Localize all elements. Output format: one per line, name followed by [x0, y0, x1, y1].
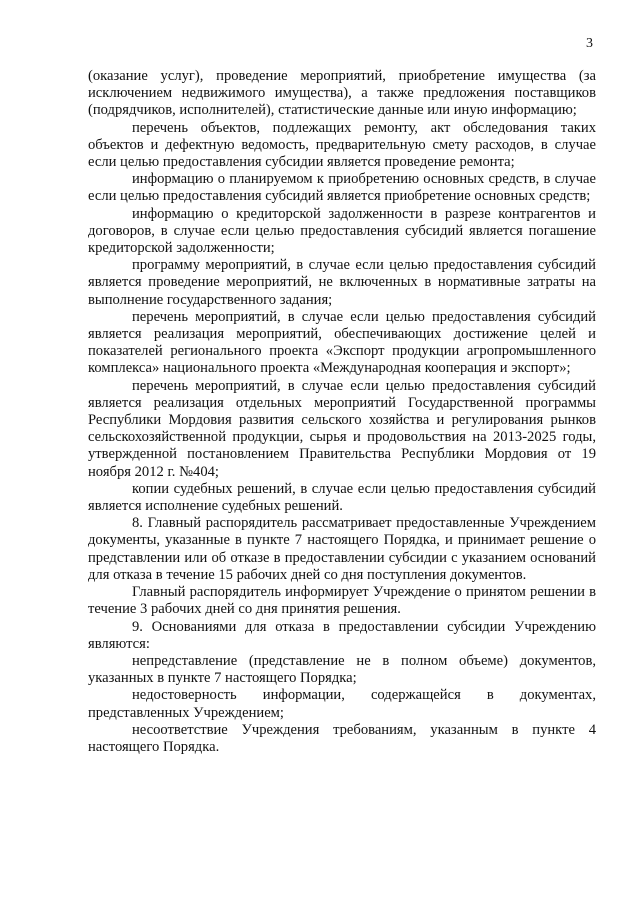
paragraph: недостоверность информации, содержащейся в документах, представленных Учреждением; — [88, 687, 596, 721]
paragraph: программу мероприятий, в случае если целью предоставления субсидий является проведение мероприятий, не включенных в нормативные затраты на выполнение государственного задания; — [88, 257, 596, 308]
paragraph: непредставление (представление не в полном объеме) документов, указанных в пункте 7 настоящего Порядка; — [88, 652, 596, 687]
paragraph: несоответствие Учреждения требованиям, указанным в пункте 4 настоящего Порядка. — [88, 721, 596, 755]
document-body — [88, 68, 596, 756]
paragraph: перечень объектов, подлежащих ремонту, акт обследования таких объектов и дефектную ведомость, предварительную смету расходов, в случае если целью предоставления субсидии является проведение ремонта; — [88, 119, 596, 171]
paragraph: информацию о планируемом к приобретению основных средств, в случае если целью предоставления субсидий является приобретение основных средств; — [88, 171, 596, 205]
paragraph: перечень мероприятий, в случае если целью предоставления субсидий является реализация отдельных мероприятий Государственной программы Республики Мордовия развития сельского хозяйства и регулирования рынков сельскохозяйственной продукции, сырья и продовольствия на 2013-2025 годы, утвержденной постановлением Правительства Республики Мордовия от 19 ноября 2012 г. №404; — [88, 377, 596, 480]
paragraph: (оказание услуг), проведение мероприятий, приобретение имущества (за исключением недвижимого имущества), а также предложения поставщиков (подрядчиков, исполнителей), статистические данные или иную информацию; — [88, 68, 596, 119]
paragraph: перечень мероприятий, в случае если целью предоставления субсидий является реализация мероприятий, обеспечивающих достижение целей и показателей регионального проекта «Экспорт продукции агропромышленного комплекса» национального проекта «Международная кооперация и экспорт»; — [88, 308, 596, 377]
paragraph: Главный распорядитель информирует Учреждение о принятом решении в течение 3 рабочих дней со дня принятия решения. — [88, 584, 596, 618]
paragraph: копии судебных решений, в случае если целью предоставления субсидий является исполнение судебных решений. — [88, 480, 596, 515]
paragraph: 8. Главный распорядитель рассматривает предоставленные Учреждением документы, указанные в пункте 7 настоящего Порядка, и принимает решение о представлении или об отказе в предоставлении субсидии с указанием оснований для отказа в течение 15 рабочих дней со дня поступления документов. — [88, 515, 596, 583]
paragraph: 9. Основаниями для отказа в предоставлении субсидии Учреждению являются: — [88, 618, 596, 652]
page-number: 3 — [586, 36, 593, 51]
paragraph: информацию о кредиторской задолженности в разрезе контрагентов и договоров, в случае если целью предоставления субсидий является погашение кредиторской задолженности; — [88, 205, 596, 257]
